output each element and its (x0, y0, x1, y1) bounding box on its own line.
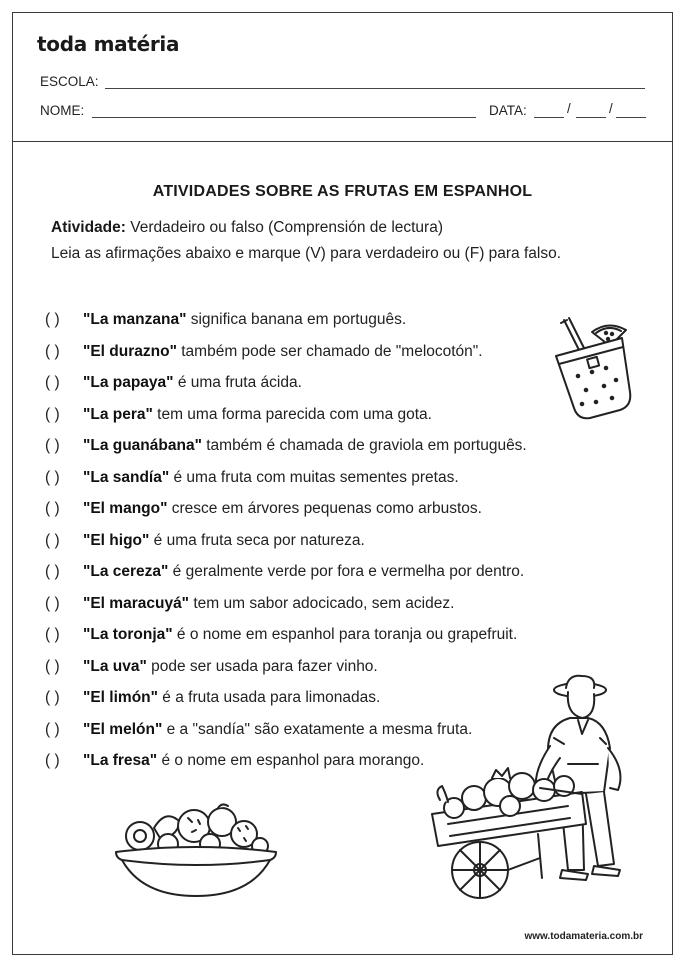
item-term: "La fresa" (83, 752, 158, 769)
item-term: "La papaya" (83, 374, 174, 391)
page-title: ATIVIDADES SOBRE AS FRUTAS EM ESPANHOL (152, 183, 533, 200)
answer-box[interactable]: ( ) (45, 342, 60, 360)
item-term: "La toronja" (83, 626, 173, 643)
item-term: "El durazno" (83, 342, 177, 360)
item-text: tem uma forma parecida com uma gota. (152, 405, 432, 423)
answer-box[interactable]: ( ) (45, 374, 60, 391)
answer-box[interactable]: ( ) (45, 594, 60, 612)
item-term: "La manzana" (83, 311, 187, 328)
item-text: pode ser usada para fazer vinho. (146, 657, 378, 675)
item-term: "La cereza" (83, 563, 169, 580)
item-term: "El limón" (83, 689, 158, 706)
school-field[interactable] (105, 88, 645, 89)
activity-label: Atividade: (51, 219, 126, 236)
item-text: é a fruta usada para limonadas. (157, 689, 381, 706)
date-label: DATA: (489, 103, 527, 118)
date-separator: / (609, 101, 613, 116)
item-term: "El mango" (83, 500, 168, 517)
item-term: "La pera" (83, 405, 153, 423)
answer-box[interactable]: ( ) (45, 752, 60, 769)
list-item (45, 341, 527, 373)
item-text: cresce em árvores pequenas como arbustos. (167, 500, 482, 517)
logo: toda matéria (37, 32, 180, 56)
list-item (45, 404, 527, 436)
list-item (45, 498, 527, 530)
answer-box[interactable]: ( ) (45, 563, 60, 580)
answer-box[interactable]: ( ) (45, 657, 60, 675)
name-label: NOME: (40, 103, 85, 118)
item-term: "El melón" (83, 720, 163, 738)
item-term: "El higo" (83, 531, 150, 549)
list-item (45, 435, 527, 467)
list-item (45, 530, 527, 562)
answer-box[interactable]: ( ) (45, 720, 60, 738)
item-text: é uma fruta seca por natureza. (149, 531, 365, 549)
item-text: é uma fruta com muitas sementes pretas. (169, 468, 459, 486)
activity-text: Verdadeiro ou falso (Comprensión de lectura) (125, 219, 443, 236)
item-text: e a "sandía" são exatamente a mesma fruta. (162, 720, 473, 738)
item-text: é o nome em espanhol para morango. (157, 752, 425, 769)
date-separator: / (567, 101, 571, 116)
header-divider (12, 141, 673, 142)
activity-heading (51, 219, 443, 237)
list-item (45, 309, 527, 341)
list-item (45, 561, 527, 593)
item-text: é o nome em espanhol para toranja ou grapefruit. (172, 626, 518, 643)
list-item (45, 624, 527, 656)
list-item (45, 467, 527, 499)
fruit-vendor-cart-icon (418, 674, 650, 906)
answer-box[interactable]: ( ) (45, 626, 60, 643)
answer-box[interactable]: ( ) (45, 405, 60, 423)
answer-box[interactable]: ( ) (45, 689, 60, 706)
list-item (45, 593, 527, 625)
answer-box[interactable]: ( ) (45, 500, 60, 517)
date-day-field[interactable] (534, 117, 564, 118)
school-label: ESCOLA: (40, 74, 99, 89)
item-text: é geralmente verde por fora e vermelha por dentro. (168, 563, 525, 580)
item-text: também é chamada de graviola em português. (201, 437, 527, 454)
item-text: tem um sabor adocicado, sem acidez. (189, 594, 455, 612)
item-term: "La sandía" (83, 468, 170, 486)
answer-box[interactable]: ( ) (45, 437, 60, 454)
item-term: "La uva" (83, 657, 147, 675)
activity-instructions: Leia as afirmações abaixo e marque (V) para verdadeiro ou (F) para falso. (51, 245, 562, 262)
date-year-field[interactable] (616, 117, 646, 118)
fruit-bowl-icon (110, 798, 282, 902)
fruit-juice-glass-icon (548, 314, 644, 426)
item-term: "El maracuyá" (83, 594, 190, 612)
footer-url: www.todamateria.com.br (524, 931, 643, 942)
list-item (45, 372, 527, 404)
answer-box[interactable]: ( ) (45, 468, 60, 486)
item-term: "La guanábana" (83, 437, 202, 454)
answer-box[interactable]: ( ) (45, 531, 60, 549)
item-text: também pode ser chamado de "melocotón". (176, 342, 483, 360)
name-field[interactable] (92, 117, 476, 118)
answer-box[interactable]: ( ) (45, 311, 60, 328)
item-text: significa banana em português. (186, 311, 407, 328)
item-text: é uma fruta ácida. (173, 374, 302, 391)
date-month-field[interactable] (576, 117, 606, 118)
